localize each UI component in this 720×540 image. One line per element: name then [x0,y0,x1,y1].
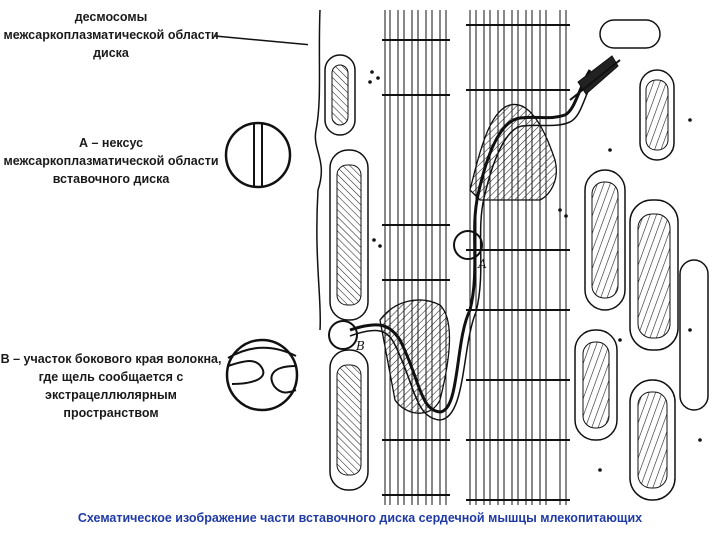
desmosomes-label: десмосомы межсаркоплазматической области диска [3,10,219,60]
marker-b-label: В [356,339,365,353]
muscle-tissue-drawing [308,8,712,505]
figure-caption: Схематическое изображение части вставочного диска сердечной мышцы млекопитающих [77,511,643,525]
lateral-edge-label: В – участок бокового края волокна, где щель сообщается с экстрацеллюлярным пространством [0,352,222,420]
marker-a-label: А [478,257,488,271]
lateral-inset-circle [227,340,297,410]
nexus-label: А – нексус межсаркоплазматической области вставочного диска [3,136,219,186]
nexus-inset-circle [226,123,290,187]
